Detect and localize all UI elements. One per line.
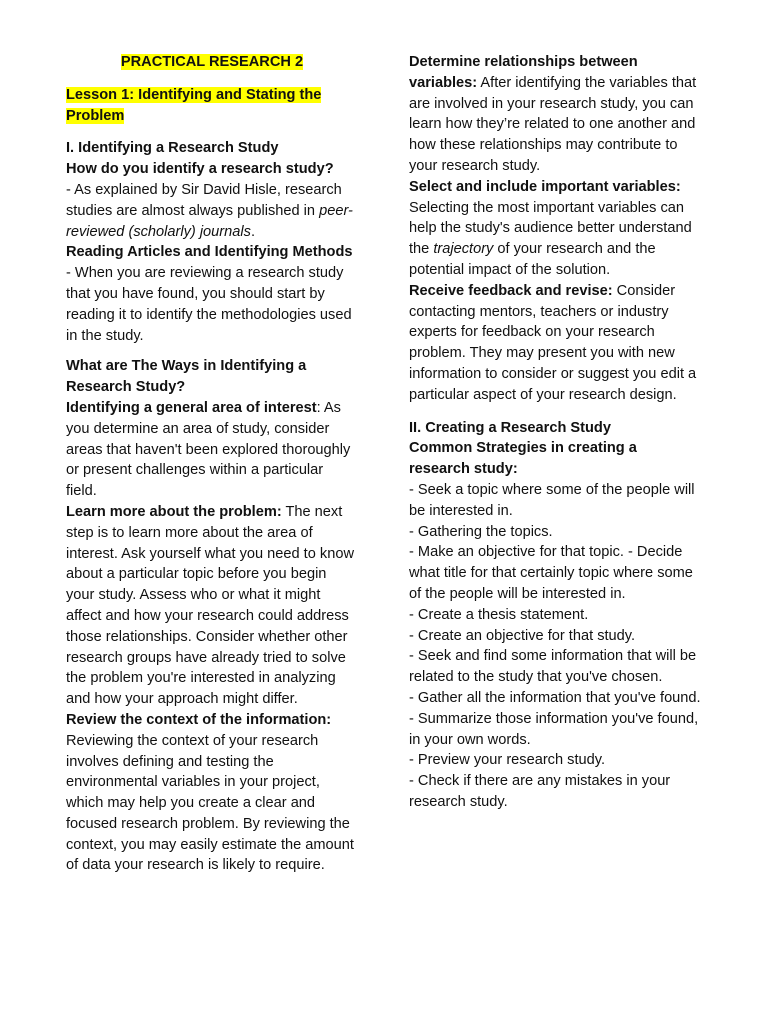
section-2-heading: II. Creating a Research Study	[409, 419, 611, 436]
right-para-3-label: Receive feedback and revise:	[409, 282, 613, 299]
paragraph-hisle-italic: peer-reviewed (scholarly) journals	[66, 202, 353, 240]
list-item: - Gathering the topics.	[409, 523, 553, 540]
document-title-line	[66, 52, 358, 73]
way-2-label: Learn more about the problem:	[66, 503, 282, 520]
section-1-heading: I. Identifying a Research Study	[66, 140, 279, 157]
right-para-2	[409, 177, 701, 281]
right-para-1-label: Determine relationships between variables:	[409, 54, 638, 91]
left-column	[66, 52, 358, 876]
right-para-2-text-b: of your research and the potential impact of the solution.	[409, 241, 656, 278]
right-para-3-text: Consider contacting mentors, teachers or industry experts for feedback on your research problem. They may present you with new information to consider or suggest you edit a particular aspect of your research design.	[409, 282, 697, 403]
document-title: PRACTICAL RESEARCH 2	[120, 54, 304, 70]
way-1-text: : As you determine an area of study, consider areas that haven't been explored thoroughly or present challenges within a particular field.	[66, 399, 351, 500]
list-item: - Make an objective for that topic. - Decide what title for that certainly topic where some of the people will be interested in.	[409, 544, 693, 602]
way-1-label: Identifying a general area of interest	[66, 399, 317, 416]
paragraph-hisle	[66, 180, 358, 242]
right-column	[409, 52, 701, 813]
list-item: - Preview your research study.	[409, 752, 606, 769]
list-item: - Seek a topic where some of the people will be interested in.	[409, 481, 695, 519]
way-3-text: Reviewing the context of your research involves defining and testing the environmental variables in your project, which may help you create a clear and focused research problem. By reviewing the context, you may easily estimate the amount of data your research is likely to require.	[66, 732, 354, 874]
list-item: - Create a thesis statement.	[409, 606, 589, 623]
reading-paragraph: - When you are reviewing a research study that you have found, you should start by reading it to identify the methodologies used in the study.	[66, 265, 352, 344]
way-1-paragraph	[66, 398, 358, 502]
right-para-3	[409, 281, 701, 406]
paragraph-hisle-end: .	[250, 223, 255, 240]
way-3-paragraph	[66, 710, 358, 876]
way-2-text: The next step is to learn more about the area of interest. Ask yourself what you need to know about a particular topic before you begin your study. Assess who or what it might affect and how your research could address those relationships. Consider whether other research groups have already tried to solve the problem you're interested in analyzing and how your approach might differ.	[66, 503, 354, 708]
right-para-1	[409, 52, 701, 177]
lesson-title-line	[66, 85, 358, 127]
list-item: - Gather all the information that you've found.	[409, 689, 701, 706]
list-item: - Seek and find some information that will be related to the study that you've chosen.	[409, 648, 697, 686]
list-item: - Summarize those information you've found, in your own words.	[409, 710, 699, 748]
way-3-label: Review the context of the information:	[66, 711, 332, 728]
right-para-2-text-a: Selecting the most important variables can help the study's audience better understand the	[409, 199, 692, 258]
ways-heading: What are The Ways in Identifying a Research Study?	[66, 358, 307, 396]
section-1-question: How do you identify a research study?	[66, 161, 334, 178]
right-para-2-italic: trajectory	[433, 241, 494, 258]
way-2-paragraph	[66, 502, 358, 710]
strategies-list	[409, 480, 701, 813]
list-item: - Check if there are any mistakes in your research study.	[409, 773, 671, 810]
reading-heading: Reading Articles and Identifying Methods	[66, 244, 353, 261]
right-para-2-label: Select and include important variables:	[409, 178, 681, 195]
right-para-1-text: After identifying the variables that are involved in your research study, you can learn how they’re related to one another and how these relationships may contribute to your research study.	[409, 74, 697, 174]
paragraph-hisle-text: - As explained by Sir David Hisle, research studies are almost always published in	[66, 181, 342, 219]
lesson-title: Lesson 1: Identifying and Stating the Problem	[66, 86, 322, 124]
list-item: - Create an objective for that study.	[409, 627, 636, 644]
section-2-subheading: Common Strategies in creating a research study:	[409, 440, 637, 478]
